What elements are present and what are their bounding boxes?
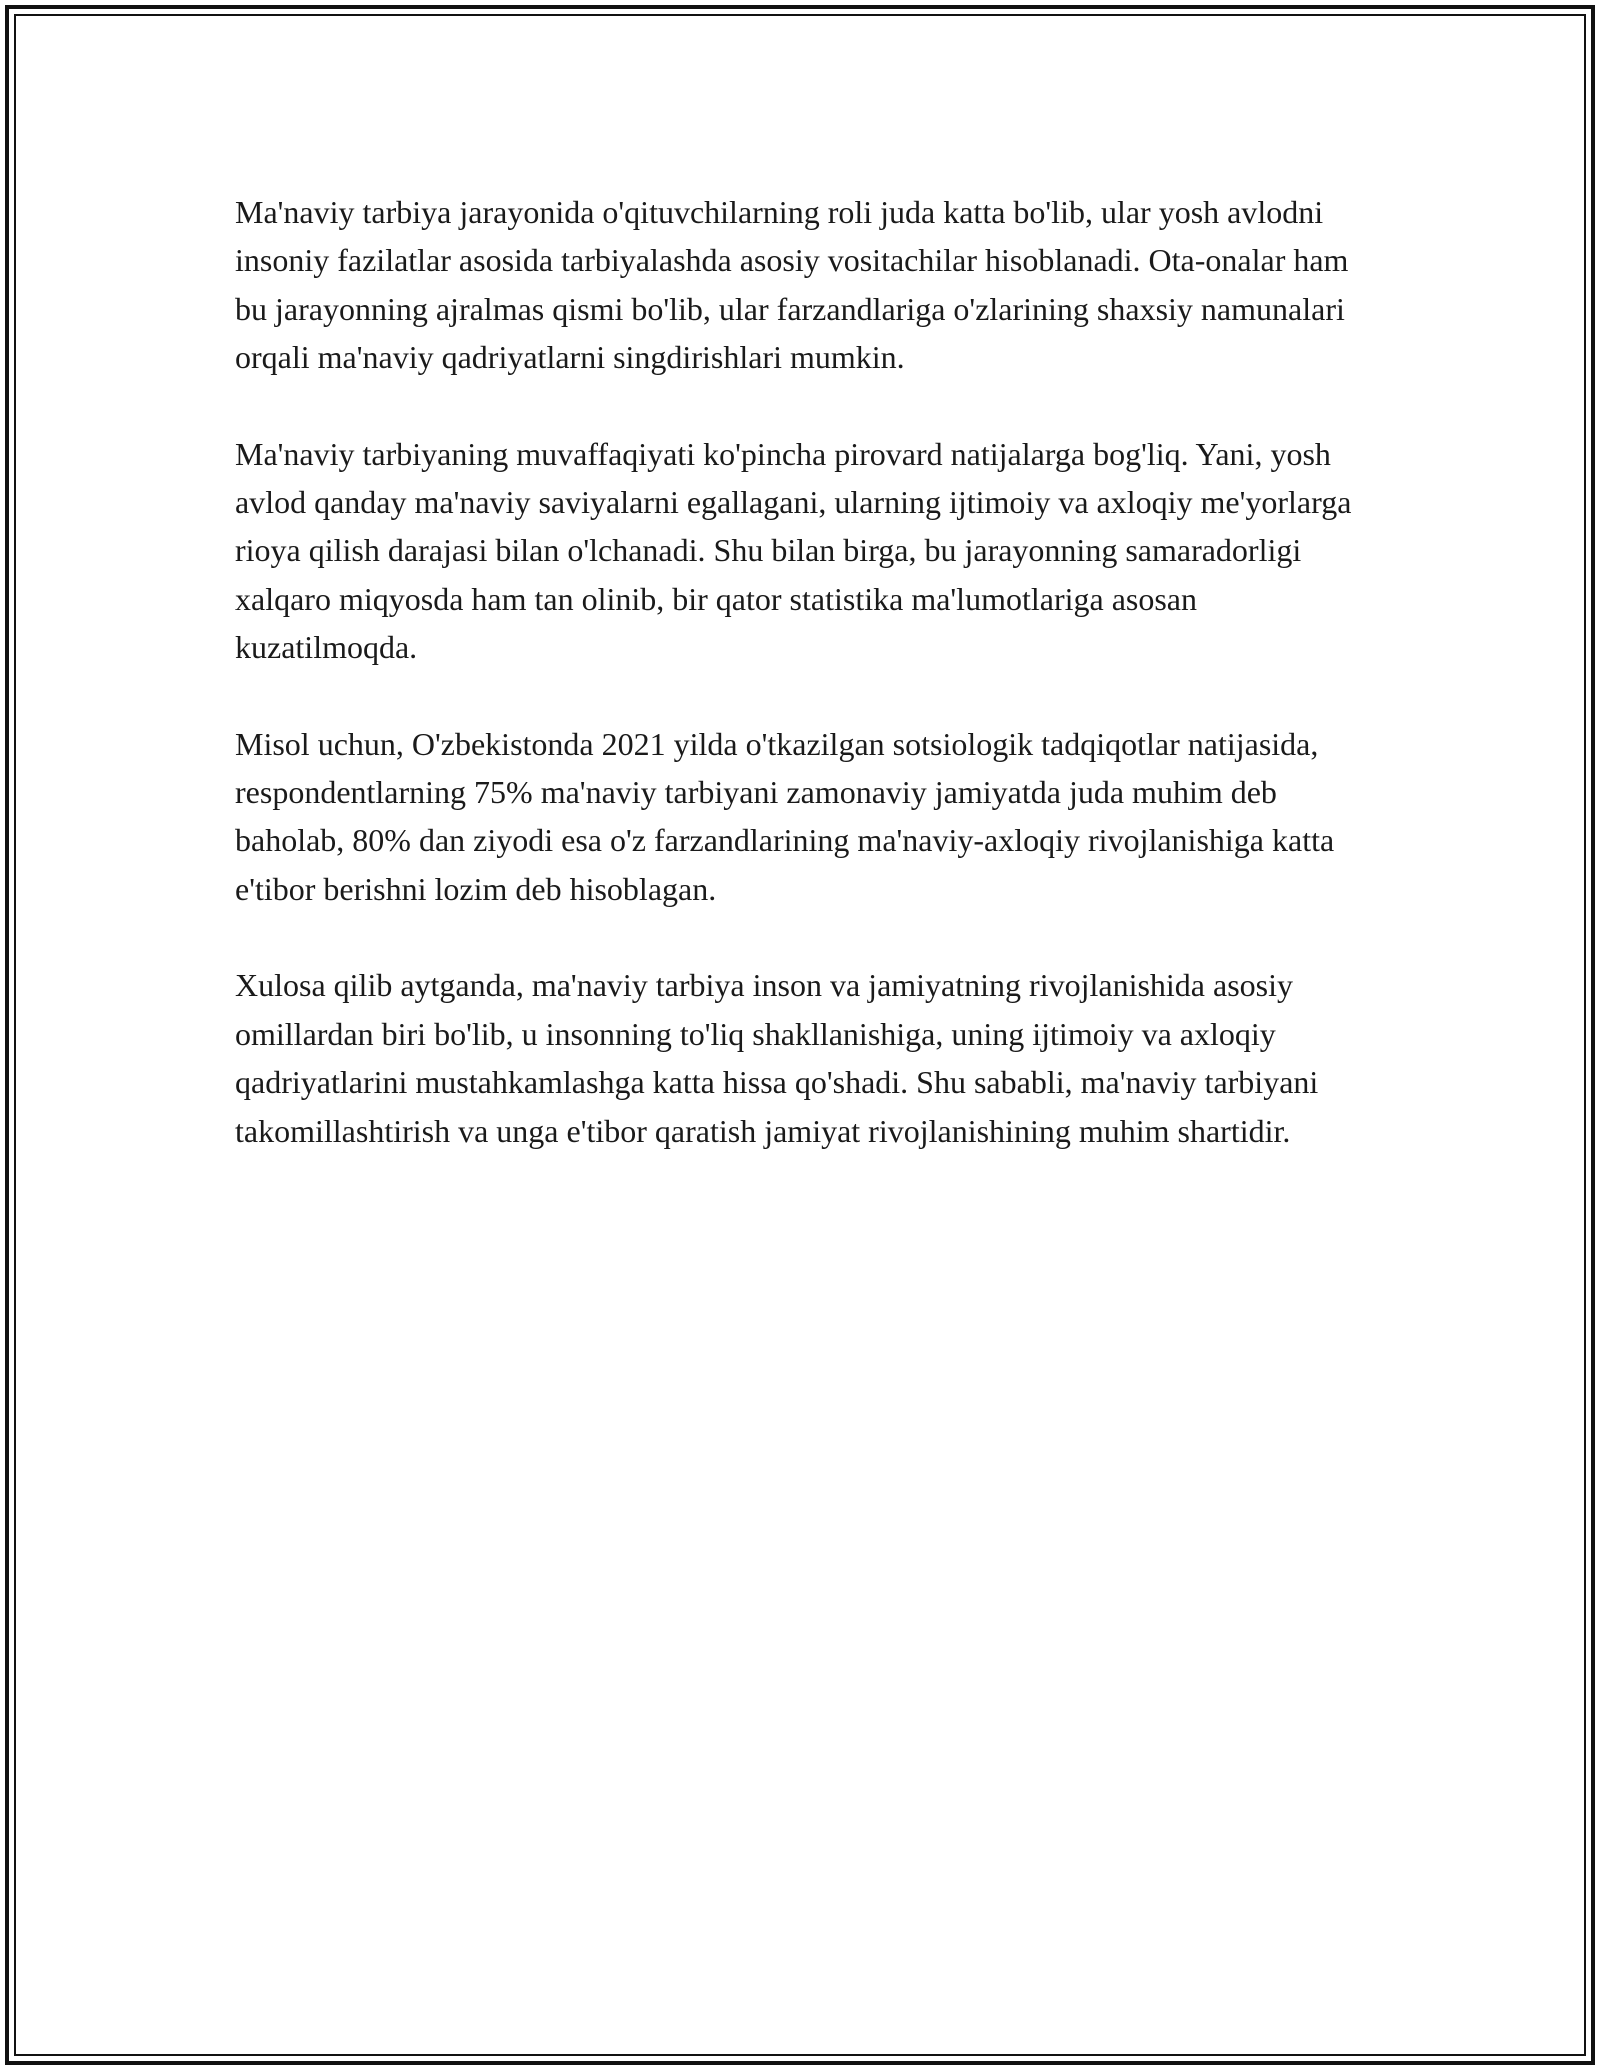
paragraph-success-measure: Ma'naviy tarbiyaning muvaffaqiyati ko'pincha pirovard natijalarga bog'liq. Yani, yosh avlod qanday ma'naviy saviyalarni egallagani, ularning ijtimoiy va axloqiy me'yorlarga rioya qilish darajasi bilan o'lchanadi. Shu bilan birga, bu jarayonning samaradorligi xalqaro miqyosda ham tan olinib, bir qator statistika ma'lumotlariga asosan kuzatilmoqda.	[235, 435, 1352, 666]
paragraph-teachers-role: Ma'naviy tarbiya jarayonida o'qituvchilarning roli juda katta bo'lib, ular yosh avlodni insoniy fazilatlar asosida tarbiyalashda asosiy vositachilar hisoblanadi. Ota-onalar ham bu jarayonning ajralmas qismi bo'lib, ular farzandlariga o'zlarining shaxsiy namunalari orqali ma'naviy qadriyatlarni singdirishlari mumkin.	[235, 194, 1349, 376]
document-body	[235, 188, 1375, 1203]
paragraph-survey-statistics: Misol uchun, O'zbekistonda 2021 yilda o'tkazilgan sotsiologik tadqiqotlar natijasida, respondentlarning 75% ma'naviy tarbiyani zamonaviy jamiyatda juda muhim deb baholab, 80% dan ziyodi esa o'z farzandlarining ma'naviy-axloqiy rivojlanishiga katta e'tibor berishni lozim deb hisoblagan.	[235, 725, 1335, 907]
paragraph-conclusion: Xulosa qilib aytganda, ma'naviy tarbiya inson va jamiyatning rivojlanishida asosiy omillardan biri bo'lib, u insonning to'liq shakllanishiga, uning ijtimoiy va axloqiy qadriyatlarini mustahkamlashga katta hissa qo'shadi. Shu sababli, ma'naviy tarbiyani takomillashtirish va unga e'tibor qaratish jamiyat rivojlanishining muhim shartidir.	[235, 967, 1319, 1149]
